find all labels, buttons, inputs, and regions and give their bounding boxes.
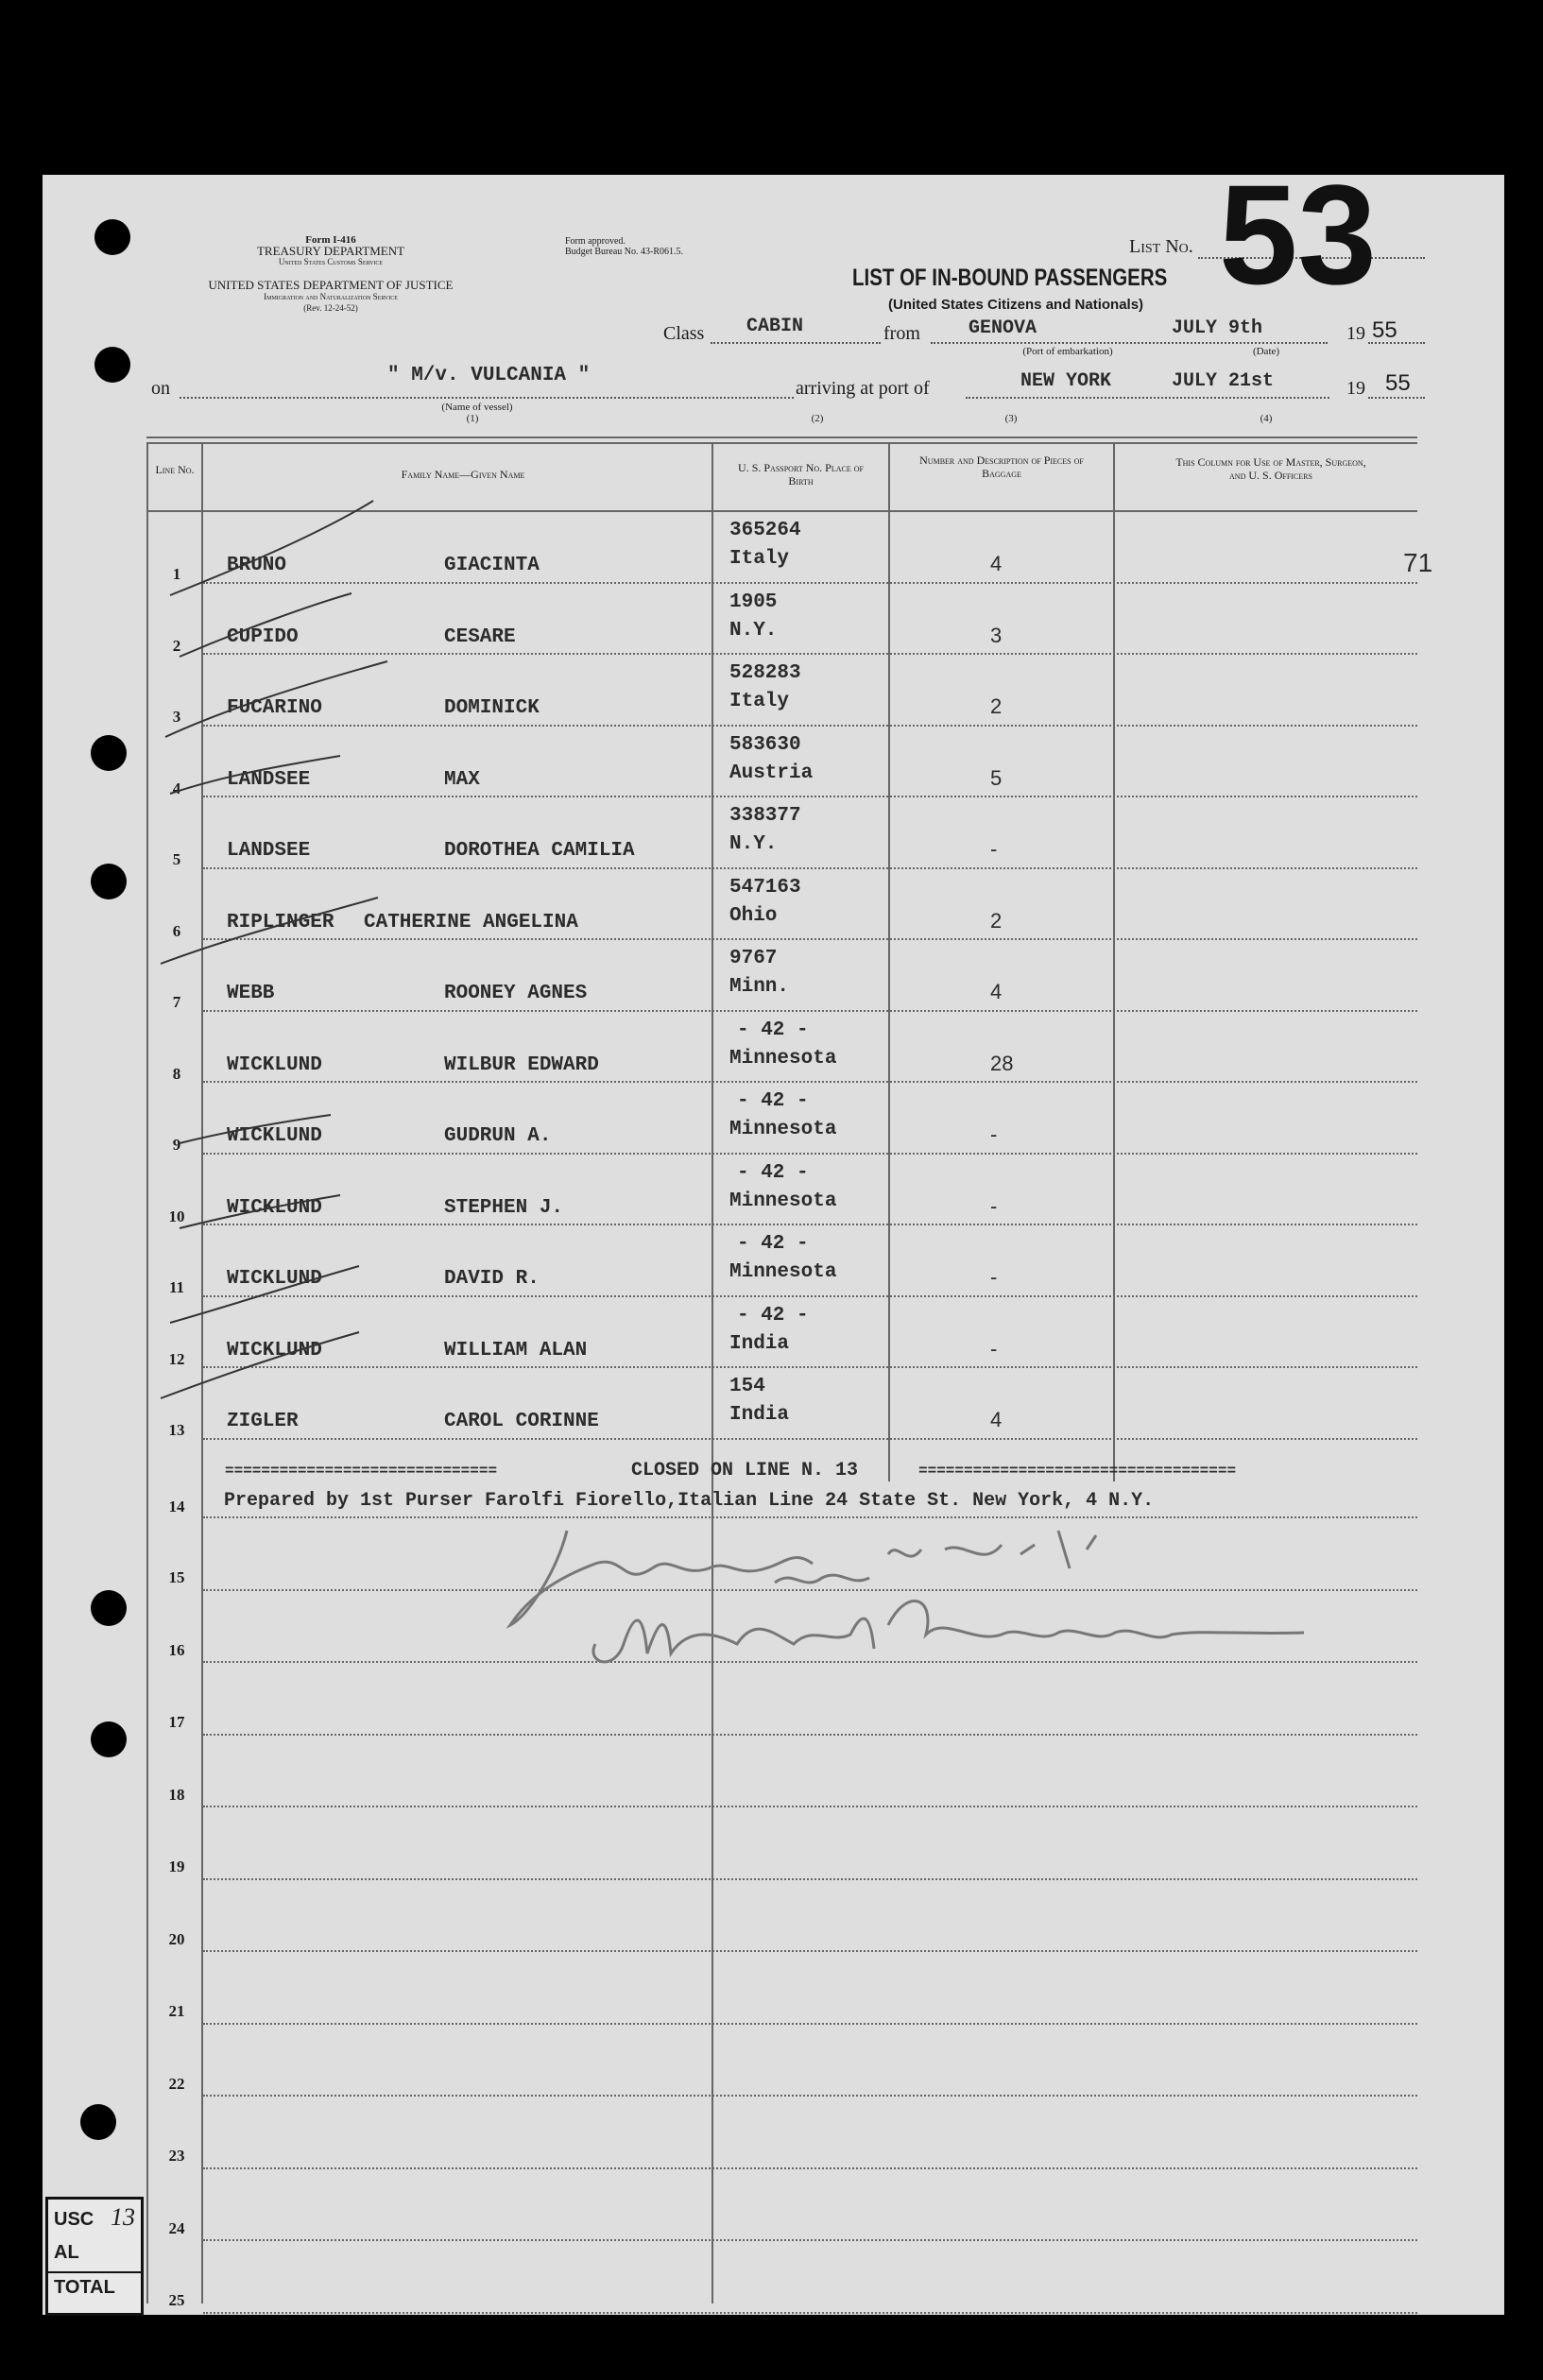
- vessel-line: [180, 397, 794, 399]
- place-of-birth: Italy: [729, 691, 790, 712]
- family-name: ZIGLER: [227, 1411, 299, 1432]
- given-name: MAX: [444, 768, 480, 791]
- place-of-birth: Ohio: [729, 904, 778, 927]
- place-of-birth: Minn.: [729, 976, 790, 998]
- col-3-caption: (3): [1004, 413, 1018, 424]
- from-line: [931, 342, 1328, 344]
- stamp-usc-value: 13: [111, 2203, 135, 2231]
- place-of-birth: India: [729, 1332, 790, 1355]
- place-of-birth: Austria: [729, 762, 814, 784]
- passport-number: 9767: [729, 948, 778, 969]
- punch-hole: [91, 1721, 127, 1757]
- year-line-2: [1368, 397, 1425, 399]
- passport-number: 365264: [729, 520, 801, 541]
- family-name: WICKLUND: [227, 1053, 322, 1076]
- passport-number: 338377: [729, 805, 801, 827]
- row-rule: [203, 1950, 1417, 1952]
- given-name: GIACINTA: [444, 555, 540, 576]
- table-top-rule-2: [146, 442, 1417, 444]
- closed-on-line: CLOSED ON LINE N. 13: [631, 1460, 859, 1481]
- stamp-al: AL: [54, 2242, 79, 2263]
- arriving-label: arriving at port of: [796, 378, 930, 399]
- embark-year: 55: [1372, 317, 1397, 343]
- given-name: DOROTHEA CAMILIA: [444, 840, 635, 862]
- family-name: CUPIDO: [227, 625, 299, 648]
- given-name: STEPHEN J.: [444, 1196, 564, 1219]
- place-of-birth: N.Y.: [729, 833, 778, 855]
- closed-line-rule-right: ===================================: [918, 1463, 1237, 1480]
- line-number: 23: [168, 2147, 185, 2165]
- row-rule: [203, 2167, 1417, 2169]
- form-title: LIST OF IN-BOUND PASSENGERS: [852, 265, 1168, 291]
- list-number: 53: [1219, 155, 1377, 314]
- budget-bureau: Budget Bureau No. 43-R061.5.: [565, 247, 683, 257]
- family-name: WICKLUND: [227, 1339, 322, 1361]
- given-name: CAROL CORINNE: [444, 1411, 599, 1432]
- row-rule: [203, 1806, 1417, 1807]
- customs-service: United States Customs Service: [278, 257, 384, 266]
- baggage-count: 2: [990, 694, 1003, 718]
- ins-service: Immigration and Naturalization Service: [264, 292, 398, 301]
- col-2-caption: (2): [811, 413, 824, 424]
- line-number: 12: [168, 1349, 185, 1368]
- row-rule: [203, 2239, 1417, 2241]
- family-name: WICKLUND: [227, 1125, 322, 1147]
- header-name: Family Name—Given Name: [401, 468, 525, 481]
- line-number: 10: [168, 1207, 185, 1225]
- passport-number: 547163: [729, 876, 801, 899]
- punch-hole: [91, 1590, 127, 1626]
- port-embarkation-caption: (Port of embarkation): [1022, 346, 1113, 357]
- treasury-dept: TREASURY DEPARTMENT: [256, 244, 405, 258]
- row-rule: [203, 2312, 1417, 2314]
- baggage-count: 28: [990, 1051, 1014, 1075]
- form-subtitle: (United States Citizens and Nationals): [888, 297, 1144, 313]
- line-number: 22: [168, 2074, 185, 2093]
- line-number: 25: [168, 2291, 185, 2309]
- line-number: 15: [168, 1568, 185, 1586]
- punch-hole: [91, 735, 127, 771]
- line-number: 9: [172, 1136, 181, 1154]
- vessel-name: " M/v. VULCANIA ": [387, 365, 591, 386]
- row-rule: [203, 2023, 1417, 2025]
- check-marks: [142, 491, 425, 1455]
- line-number: 19: [168, 1858, 185, 1875]
- family-name: WEBB: [227, 983, 275, 1004]
- col-1-caption: (1): [466, 413, 479, 424]
- given-name: WILLIAM ALAN: [444, 1339, 588, 1361]
- stamp-total: TOTAL: [54, 2277, 115, 2298]
- passport-number: 583630: [729, 733, 801, 756]
- given-name: DAVID R.: [444, 1268, 540, 1290]
- row-rule: [203, 1734, 1417, 1736]
- line-number: 11: [168, 1278, 185, 1296]
- line-number: 16: [168, 1640, 185, 1659]
- list-no-label: List No.: [1129, 236, 1193, 257]
- embark-date: JULY 9th: [1172, 317, 1263, 339]
- header-line-no: Line No.: [155, 463, 195, 476]
- given-name: CATHERINE ANGELINA: [364, 911, 578, 933]
- year-prefix-1: 19: [1346, 323, 1365, 344]
- prepared-by: Prepared by 1st Purser Farolfi Fiorello,Italian Line 24 State St. New York, 4 N.Y.: [224, 1490, 1155, 1512]
- given-name: DOMINICK: [444, 697, 540, 719]
- passport-number: 528283: [729, 662, 801, 684]
- place-of-birth: Minnesota: [729, 1119, 837, 1140]
- from-label: from: [883, 323, 920, 344]
- family-name: LANDSEE: [227, 768, 311, 791]
- given-name: CESARE: [444, 625, 516, 648]
- row-rule: [203, 1878, 1417, 1880]
- given-name: GUDRUN A.: [444, 1125, 552, 1147]
- arrival-port: NEW YORK: [1020, 370, 1112, 392]
- passport-number: 1905: [729, 591, 778, 613]
- baggage-count: 3: [990, 623, 1003, 647]
- family-name: BRUNO: [227, 555, 287, 576]
- usc-stamp: [45, 2197, 144, 2316]
- date-caption: (Date): [1252, 346, 1280, 357]
- arrival-year: 55: [1385, 370, 1411, 396]
- year-prefix-2: 19: [1346, 378, 1365, 399]
- place-of-birth: Minnesota: [729, 1190, 837, 1212]
- baggage-count: 4: [990, 1408, 1003, 1431]
- punch-hole: [94, 347, 130, 383]
- punch-hole: [91, 864, 127, 899]
- arrival-line: [966, 397, 1329, 399]
- family-name: LANDSEE: [227, 840, 311, 862]
- officer-note: 71: [1403, 548, 1433, 577]
- given-name: WILBUR EDWARD: [444, 1053, 599, 1076]
- form-number: Form I-416: [305, 234, 356, 246]
- baggage-count: 4: [990, 980, 1003, 1003]
- header-officers: This Column for Use of Master, Surgeon, and U. S. Officers: [1175, 455, 1366, 482]
- col-rule-passport: [888, 442, 890, 1481]
- form-approved: Form approved.: [565, 236, 626, 247]
- baggage-count: -: [990, 1193, 998, 1218]
- col-rule-name: [711, 442, 713, 2303]
- passport-number: - 42 -: [737, 1090, 809, 1112]
- place-of-birth: India: [729, 1404, 790, 1426]
- line-number: 2: [172, 636, 181, 655]
- baggage-count: -: [990, 1122, 998, 1146]
- on-label: on: [151, 378, 170, 399]
- vessel-caption: (Name of vessel): [441, 402, 513, 413]
- revision: (Rev. 12-24-52): [303, 303, 358, 313]
- baggage-count: 4: [990, 552, 1003, 575]
- justice-dept: UNITED STATES DEPARTMENT OF JUSTICE: [208, 278, 454, 292]
- line-number: 3: [172, 708, 181, 726]
- punch-hole: [80, 2104, 116, 2140]
- line-number: 20: [168, 1929, 185, 1948]
- given-name: ROONEY AGNES: [444, 983, 588, 1004]
- col-4-caption: (4): [1260, 413, 1273, 424]
- line-number: 5: [172, 850, 181, 868]
- line-number: 8: [172, 1064, 181, 1083]
- row-rule: [203, 2095, 1417, 2097]
- passport-number: - 42 -: [737, 1233, 809, 1255]
- class-value: CABIN: [746, 316, 804, 337]
- passport-number: 154: [729, 1376, 765, 1397]
- punch-hole: [94, 219, 130, 255]
- baggage-count: 2: [990, 908, 1003, 933]
- port-embarkation: GENOVA: [969, 317, 1037, 339]
- stamp-divider: [48, 2271, 141, 2273]
- passport-number: - 42 -: [737, 1019, 809, 1041]
- line-number: 1: [172, 565, 181, 583]
- line-number: 18: [168, 1785, 185, 1804]
- class-label: Class: [663, 323, 705, 344]
- closed-line-rule-left: ==============================: [225, 1463, 498, 1480]
- line-number: 21: [168, 2002, 185, 2020]
- line-number: 6: [172, 921, 181, 940]
- header-baggage: Number and Description of Pieces of Baggage: [919, 454, 1084, 480]
- table-top-rule: [146, 437, 1417, 438]
- family-name: RIPLINGER: [227, 911, 334, 933]
- stamp-usc: USC: [54, 2209, 94, 2230]
- class-line: [711, 342, 881, 344]
- baggage-count: -: [990, 837, 998, 861]
- line-number: 7: [172, 993, 181, 1011]
- arrival-date: JULY 21st: [1172, 370, 1275, 392]
- passport-number: - 42 -: [737, 1304, 809, 1327]
- baggage-count: -: [990, 1265, 998, 1289]
- col-rule-baggage: [1113, 442, 1115, 1481]
- line-number: 14: [168, 1498, 185, 1515]
- family-name: WICKLUND: [227, 1196, 322, 1219]
- line-number: 24: [168, 2218, 185, 2237]
- place-of-birth: N.Y.: [729, 619, 778, 642]
- passport-number: - 42 -: [737, 1161, 809, 1184]
- line-number: 4: [172, 779, 181, 797]
- family-name: FUCARINO: [227, 697, 322, 719]
- place-of-birth: Minnesota: [729, 1047, 837, 1070]
- handwritten-signature: [491, 1512, 1323, 1682]
- place-of-birth: Minnesota: [729, 1261, 837, 1283]
- baggage-count: 5: [990, 765, 1003, 790]
- header-passport: U. S. Passport No. Place of Birth: [738, 461, 864, 488]
- baggage-count: -: [990, 1336, 998, 1361]
- family-name: WICKLUND: [227, 1268, 322, 1290]
- line-number: 17: [168, 1713, 185, 1731]
- place-of-birth: Italy: [729, 548, 790, 570]
- line-number: 13: [168, 1421, 185, 1439]
